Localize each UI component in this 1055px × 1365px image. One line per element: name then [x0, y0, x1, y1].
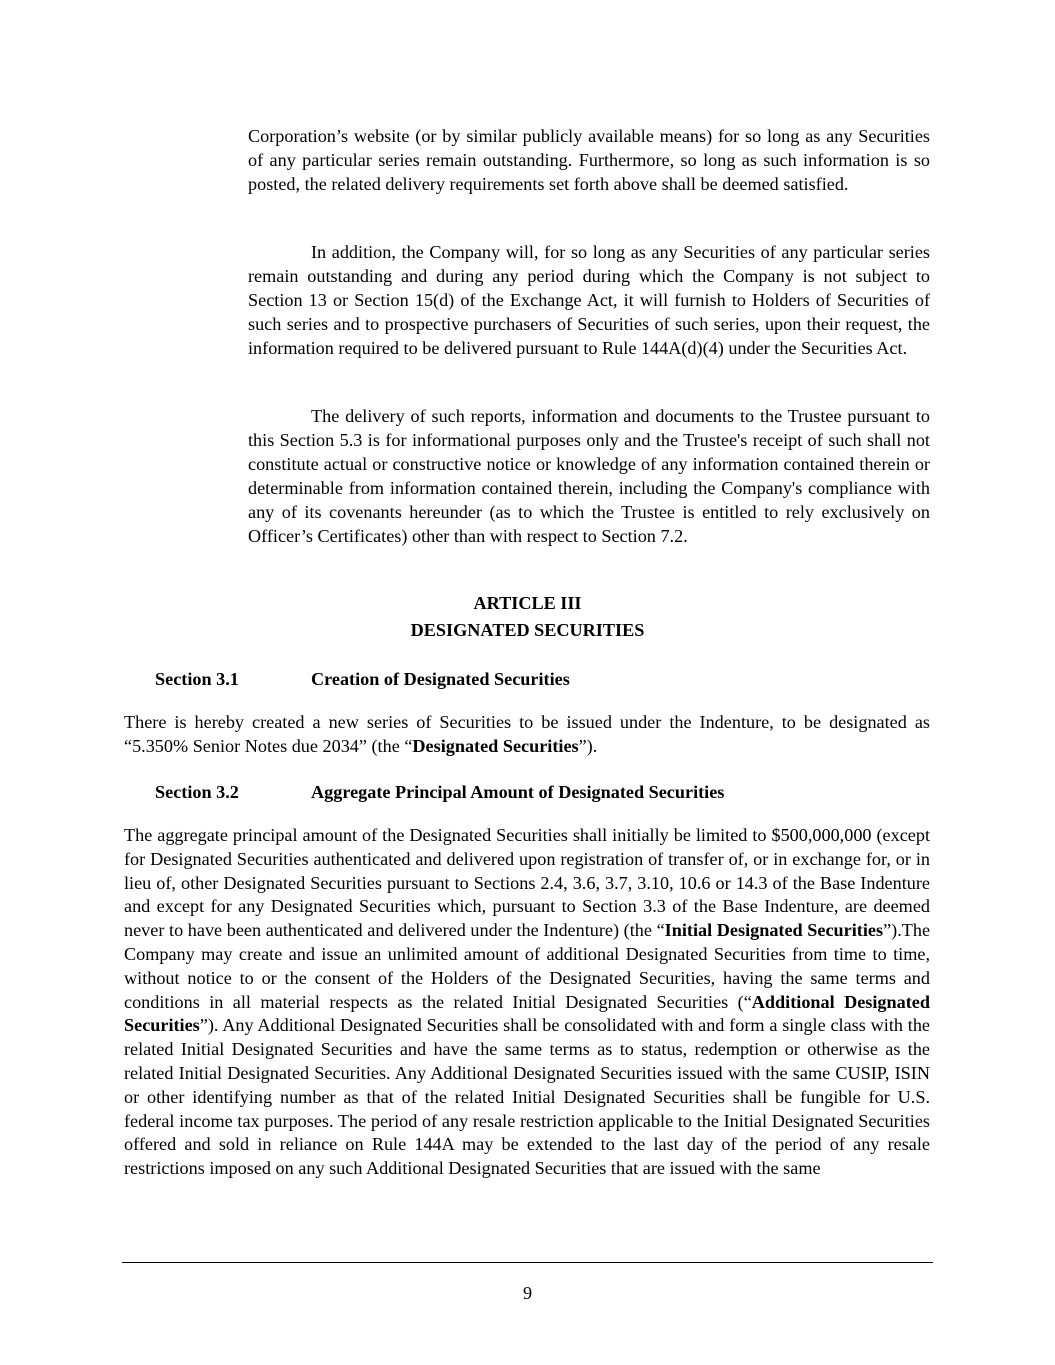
section-3-1-heading [155, 667, 570, 691]
body-text: There is hereby created a new series of Securities to be issued under the Indenture, to be designated as “5.350% Senior Notes due 2034” (the “ [124, 712, 930, 756]
section-3-2-body [124, 824, 930, 1181]
article-number: ARTICLE III [473, 593, 582, 613]
paragraph-text: The delivery of such reports, information and documents to the Trustee pursuant to this Section 5.3 is for informational purposes only and the Trustee's receipt of such shall not constitute actual or constructive notice or knowledge of any information contained therein or determinable from information contained therein, including the Company's compliance with any of its covenants hereunder (as to which the Trustee is entitled to rely exclusively on Officer’s Certificates) other than with respect to Section 7.2. [248, 406, 930, 546]
section-number: Section 3.2 [155, 782, 239, 802]
page-number: 9 [522, 1283, 533, 1303]
section-3-2-heading [155, 780, 724, 804]
section-3-1-body [124, 711, 930, 759]
paragraph-144a-information [248, 240, 930, 360]
defined-term: Designated Securities [412, 735, 579, 756]
section-number: Section 3.1 [155, 669, 239, 689]
body-text: The aggregate principal amount of the Designated Securities shall initially be limited to $500,000,000 (except for Designated Securities authenticated and delivered upon registration of transfer of, or in exchange for, or in lieu of, other Designated Securities pursuant to Sections 2.4, 3.6, 3.7, 3.10, 10.6 or 14.3 of the Base Indenture and except for any Designated Securities which, pursuant to Section 3.3 of the Base Indenture, are deemed never to have been authenticated and delivered under the Indenture) (the “ [124, 825, 930, 941]
defined-term: Initial Designated Securities [664, 920, 884, 941]
article-title: DESIGNATED SECURITIES [410, 620, 645, 640]
paragraph-text: In addition, the Company will, for so long as any Securities of any particular series remain outstanding and during any period during which the Company is not subject to Section 13 or Section 15(d) of the Exchange Act, it will furnish to Holders of Securities of such series and to prospective purchasers of Securities of such series, upon their request, the information required to be delivered pursuant to Rule 144A(d)(4) under the Securities Act. [248, 242, 930, 358]
defined-term: Additional Designated Securities [124, 991, 930, 1036]
section-title: Aggregate Principal Amount of Designated Securities [311, 782, 725, 802]
paragraph-trustee-delivery [248, 404, 930, 548]
body-text: ”).The Company may create and issue an unlimited amount of additional Designated Securities from time to time, without notice to or the consent of the Holders of the Designated Securities, having the same terms and conditions in all material respects as the related Initial Designated Securities (“ [124, 920, 931, 1012]
footer-divider [122, 1262, 933, 1263]
article-heading [0, 590, 1055, 644]
section-title: Creation of Designated Securities [311, 669, 570, 689]
body-text: ”). Any Additional Designated Securities shall be consolidated with and form a single class with the related Initial Designated Securities and have the same terms as to status, redemption or otherwise as the related Initial Designated Securities. Any Additional Designated Securities issued with the same CUSIP, ISIN or other identifying number as that of the related Initial Designated Securities shall be fungible for U.S. federal income tax purposes. The period of any resale restriction applicable to the Initial Designated Securities offered and sold in reliance on Rule 144A may be extended to the last day of the period of any resale restrictions imposed on any such Additional Designated Securities that are issued with the same [124, 1015, 930, 1179]
paragraph-website-posting [248, 124, 930, 196]
paragraph-text: Corporation’s website (or by similar publicly available means) for so long as any Securities of any particular series remain outstanding. Furthermore, so long as such information is so posted, the related delivery requirements set forth above shall be deemed satisfied. [248, 126, 930, 194]
body-text: ”). [578, 735, 598, 756]
